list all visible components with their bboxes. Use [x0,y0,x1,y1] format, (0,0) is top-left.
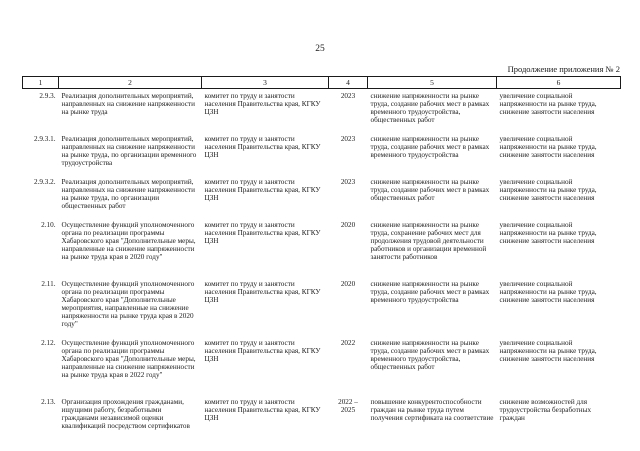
table-header-row [23,77,621,89]
executor-cell: комитет по труду и занятости населения Правительства края, КГКУ ЦЗН [204,280,321,304]
effect-cell: увеличение социальной напряженности на рынке труда, снижение занятости населения [499,221,597,245]
year-cell: 2022 [340,339,356,347]
table-row [23,132,621,175]
row-number: 2.12. [41,339,56,347]
effect-cell: увеличение социальной напряженности на рынке труда, снижение занятости населения [499,178,597,202]
result-cell: снижение напряженности на рынке труда, создание рабочих мест в рамках общественных работ [370,178,490,202]
table-row [23,336,621,395]
column-header: 1 [23,77,59,89]
activity-cell: Реализация дополнительных мероприятий, направленных на снижение напряженности на рынке труда, по организации временного трудоустройства [61,135,197,167]
year-cell: 2020 [340,221,356,229]
row-number: 2.13. [41,398,56,406]
table-row [23,395,621,442]
row-number: 2.9.3. [39,92,56,100]
table-row [23,218,621,277]
row-number: 2.11. [41,280,56,288]
column-header: 4 [329,77,368,89]
result-cell: снижение напряженности на рынке труда, создание рабочих мест в рамках временного трудоустройства, общественных работ [370,339,490,371]
activity-cell: Осуществление функций уполномоченного органа по реализации программы Хабаровского края "Дополнительные мероприятия, направленные на снижение напряженности на рынке труда края в 2020 году" [61,280,195,328]
result-cell: снижение напряженности на рынке труда, сохранение рабочих мест для продолжения трудовой деятельности работников и организации временной занятости работников [370,221,487,261]
result-cell: снижение напряженности на рынке труда, создание рабочих мест в рамках временного трудоустройства [370,280,490,304]
activity-cell: Реализация дополнительных мероприятий, направленных на снижение напряженности на рынке труда [61,92,195,116]
row-number: 2.9.3.1. [33,135,56,143]
effect-cell: увеличение социальной напряженности на рынке труда, снижение занятости населения [499,339,597,363]
activity-cell: Осуществление функций уполномоченного органа по реализации программы Хабаровского края "Дополнительные меры, направленные на снижение напряженности на рынке труда края в 2020 году" [61,221,196,261]
table-row [23,89,621,133]
executor-cell: комитет по труду и занятости населения Правительства края, КГКУ ЦЗН [204,339,321,363]
effect-cell: увеличение социальной напряженности на рынке труда, снижение занятости населения [499,92,597,116]
executor-cell: комитет по труду и занятости населения Правительства края, КГКУ ЦЗН [204,135,321,159]
row-number: 2.10. [41,221,56,229]
executor-cell: комитет по труду и занятости населения Правительства края, КГКУ ЦЗН [204,92,321,116]
year-cell: 2023 [340,92,356,100]
row-number: 2.9.3.2. [33,178,56,186]
effect-cell: увеличение социальной напряженности на рынке труда, снижение занятости населения [499,135,597,159]
column-header: 5 [368,77,497,89]
column-header: 2 [59,77,202,89]
activity-cell: Осуществление функций уполномоченного органа по реализации программы Хабаровского края "Дополнительные меры, направленные на снижение напряженности на рынке труда края в 2022 году" [61,339,196,379]
activity-cell: Реализация дополнительных мероприятий, направленных на снижение напряженности на рынке труда, по организации общественных работ [61,178,195,210]
page-number: 25 [315,44,325,54]
table-row [23,175,621,218]
column-header: 3 [202,77,329,89]
year-cell: 2022 – 2025 [338,398,358,414]
result-cell: снижение напряженности на рынке труда, создание рабочих мест в рамках временного трудоустройства, общественных работ [370,92,490,124]
table-row [23,277,621,336]
activity-cell: Организация прохождения гражданами, ищущими работу, безработными гражданами независимой оценки квалификаций посредством сертификатов [61,398,190,430]
executor-cell: комитет по труду и занятости населения Правительства края, КГКУ ЦЗН [204,398,321,422]
continuation-label: Продолжение приложения № 2 [507,64,620,74]
measures-table [22,76,621,442]
column-header: 6 [497,77,621,89]
effect-cell: увеличение социальной напряженности на рынке труда, снижение занятости населения [499,280,597,304]
result-cell: снижение напряженности на рынке труда, создание рабочих мест в рамках временного трудоустройства [370,135,490,159]
year-cell: 2023 [340,178,356,186]
executor-cell: комитет по труду и занятости населения Правительства края, КГКУ ЦЗН [204,178,321,202]
year-cell: 2023 [340,135,356,143]
effect-cell: снижение возможностей для трудоустройства безработных граждан [499,398,592,422]
result-cell: повышение конкурентоспособности граждан на рынке труда путем получения сертификата на соответствие [370,398,494,422]
executor-cell: комитет по труду и занятости населения Правительства края, КГКУ ЦЗН [204,221,321,245]
year-cell: 2020 [340,280,356,288]
